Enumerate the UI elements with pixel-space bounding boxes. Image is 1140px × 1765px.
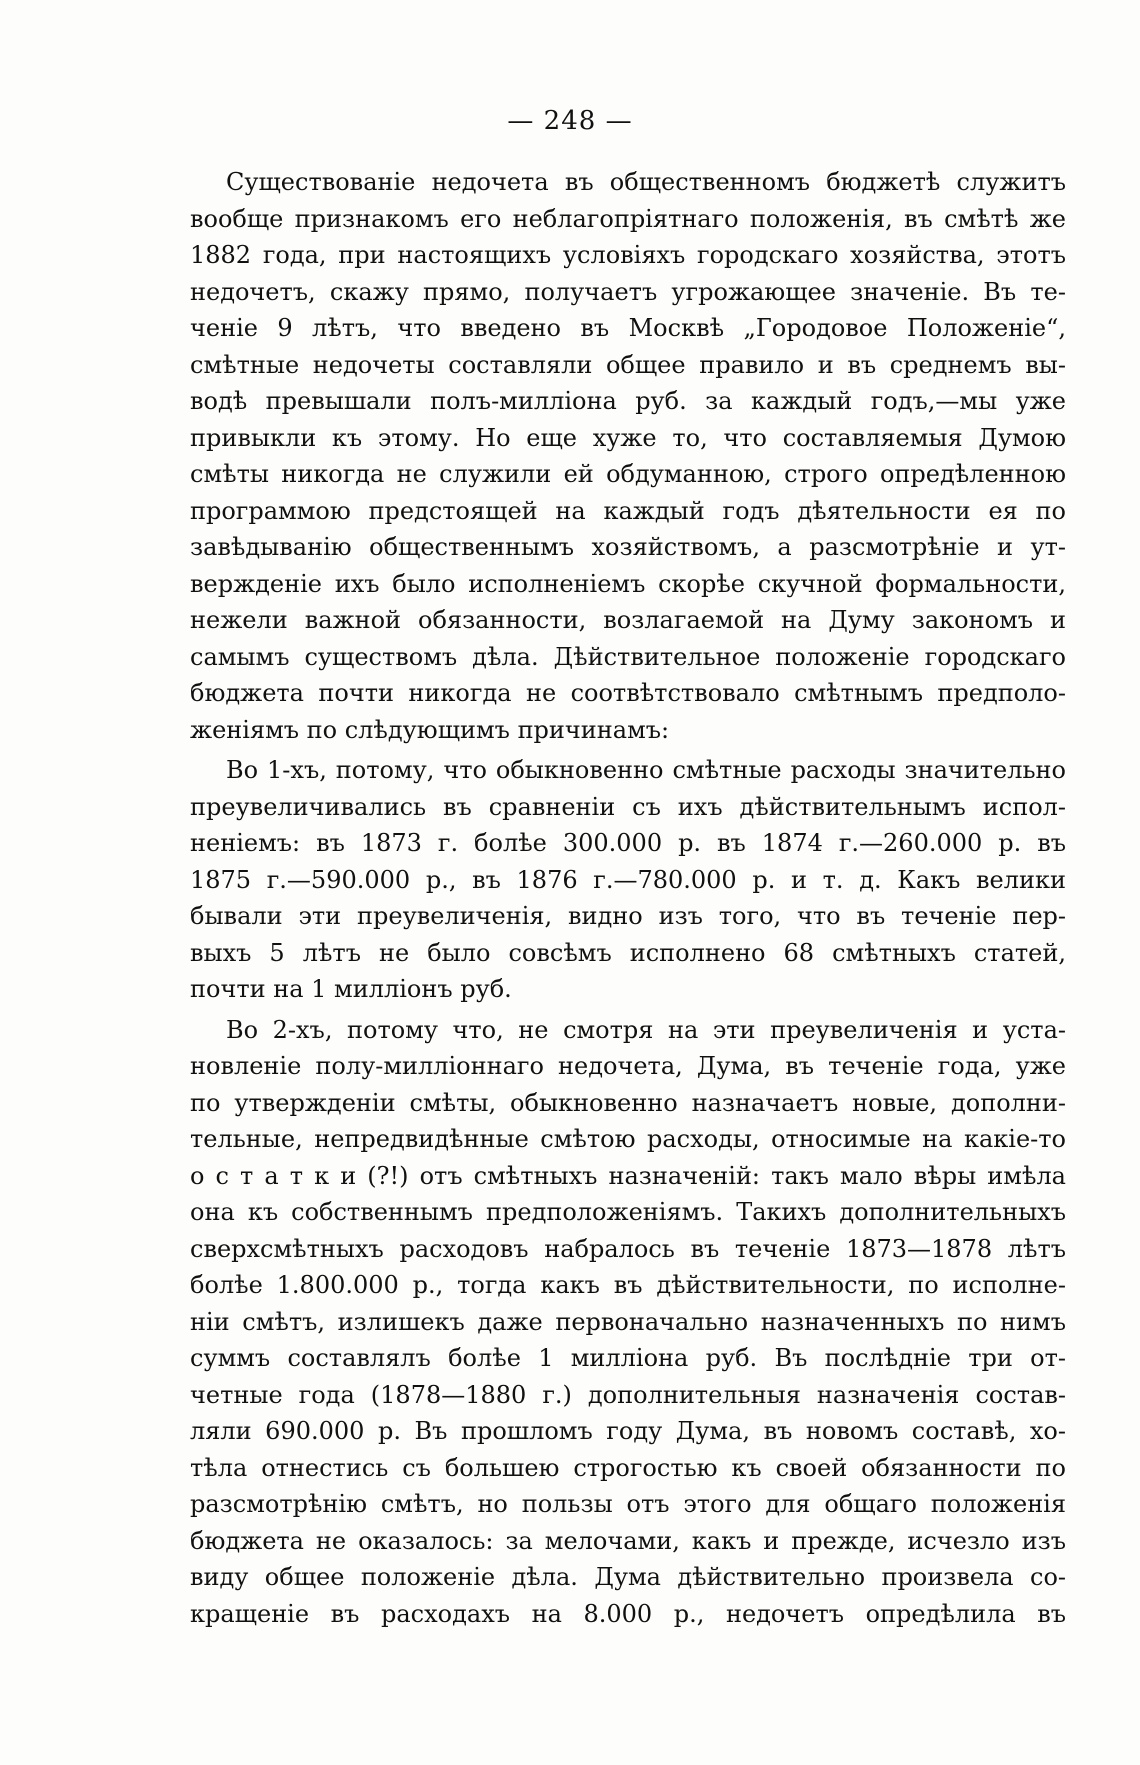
text-line: почти на 1 милліонъ руб. [190,975,512,1003]
text-line: Во 1-хъ, потому, что обыкновенно смѣтные расходы значительно [226,756,1066,784]
text-line: водѣ превышали полъ-милліона руб. за каждый годъ,—мы уже [190,387,1066,415]
text-line: вообще признакомъ его неблагопріятнаго положенія, въ смѣтѣ же [190,204,1066,233]
body-text [190,164,1066,1632]
text-line: тельные, непредвидѣнные смѣтою расходы, относимые на какіе-то [190,1125,1066,1153]
text-line: нежели важной обязанности, возлагаемой на Думу закономъ и [190,606,1066,634]
text-line: 1882 года, при настоящихъ условіяхъ городскаго хозяйства, этотъ [190,241,1066,269]
text-line: кращеніе въ расходахъ на 8.000 р., недочетъ опредѣлила въ [190,1599,1066,1628]
text-line: вержденіе ихъ было исполненіемъ скорѣе скучной формальности, [190,569,1066,598]
text-line: ченіе 9 лѣтъ, что введено въ Москвѣ „Городовое Положеніе“, [190,314,1066,342]
text-line: ніи смѣтъ, излишекъ даже первоначально назначенныхъ по нимъ [190,1307,1066,1336]
text-line: она къ собственнымъ предположеніямъ. Такихъ дополнительныхъ [190,1198,1066,1226]
text-line: Во 2-хъ, потому что, не смотря на эти преувеличенія и уста- [226,1015,1066,1044]
text-line: новленіе полу-милліоннаго недочета, Дума, въ теченіе года, уже [190,1052,1066,1080]
text-line: самымъ существомъ дѣла. Дѣйствительное положеніе городскаго [190,642,1066,671]
paragraph [190,164,1066,748]
text-line: привыкли къ этому. Но еще хуже то, что составляемыя Думою [190,423,1066,452]
text-line: 1875 г.—590.000 р., въ 1876 г.—780.000 р. и т. д. Какъ велики [190,865,1066,894]
text-line: суммъ составлялъ болѣе 1 милліона руб. Въ послѣдніе три от- [190,1344,1066,1372]
text-line: Существованіе недочета въ общественномъ бюджетѣ служитъ [226,168,1066,196]
text-line: сверхсмѣтныхъ расходовъ набралось въ теченіе 1873—1878 лѣтъ [190,1234,1066,1263]
text-line: неніемъ: въ 1873 г. болѣе 300.000 р. въ 1874 г.—260.000 р. въ [190,829,1066,857]
text-line: виду общее положеніе дѣла. Дума дѣйствительно произвела со- [190,1563,1066,1591]
text-line: программою предстоящей на каждый годъ дѣятельности ея по [190,496,1066,525]
text-line: тѣла отнестись съ большею строгостью къ своей обязанности по [190,1453,1066,1482]
paragraph [190,752,1066,1008]
text-line: женіямъ по слѣдующимъ причинамъ: [190,715,670,744]
text-line: недочетъ, скажу прямо, получаетъ угрожающее значеніе. Въ те- [190,277,1066,306]
text-line: бывали эти преувеличенія, видно изъ того, что въ теченіе пер- [190,902,1066,930]
text-line: завѣдыванію общественнымъ хозяйствомъ, а разсмотрѣніе и ут- [190,533,1066,561]
text-line: преувеличивались въ сравненіи съ ихъ дѣйствительнымъ испол- [190,792,1066,821]
text-line: ляли 690.000 р. Въ прошломъ году Дума, въ новомъ составѣ, хо- [190,1417,1066,1445]
text-line: по утвержденіи смѣты, обыкновенно назначаетъ новые, дополни- [190,1088,1066,1117]
text-line: бюджета почти никогда не соотвѣтствовало смѣтнымъ предполо- [190,679,1066,707]
text-line: смѣтные недочеты составляли общее правило и въ среднемъ вы- [190,350,1066,379]
text-line: разсмотрѣнію смѣтъ, но пользы отъ этого для общаго положенія [190,1490,1066,1518]
page-number: — 248 — [507,106,633,136]
text-line: о с т а т к и (?!) отъ смѣтныхъ назначеній: такъ мало вѣры имѣла [190,1161,1066,1190]
paragraph [190,1012,1066,1633]
text-line: бюджета не оказалось: за мелочами, какъ и прежде, исчезло изъ [190,1526,1066,1555]
text-line: выхъ 5 лѣтъ не было совсѣмъ исполнено 68 смѣтныхъ статей, [190,938,1066,967]
text-line: болѣе 1.800.000 р., тогда какъ въ дѣйствительности, по исполне- [190,1271,1066,1299]
text-line: смѣты никогда не служили ей обдуманною, строго опредѣленною [190,460,1066,488]
text-line: четные года (1878—1880 г.) дополнительныя назначенія состав- [190,1380,1066,1409]
